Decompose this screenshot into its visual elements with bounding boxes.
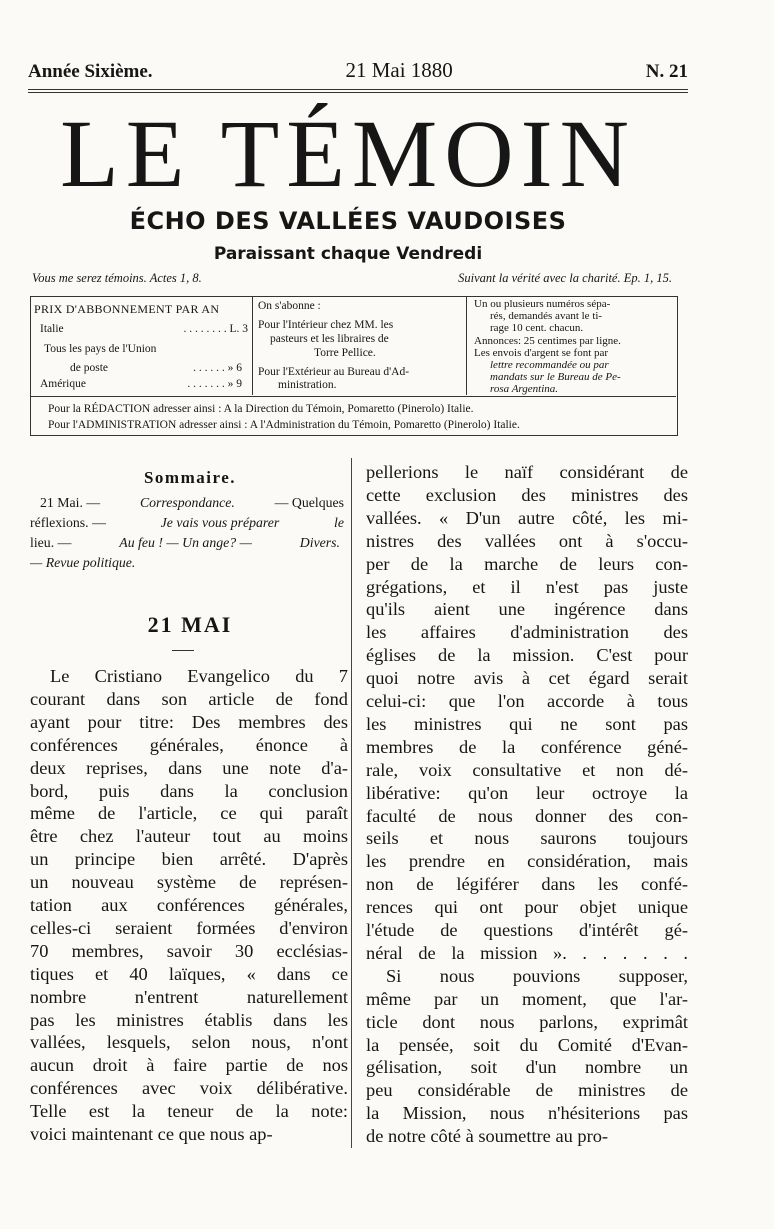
article-line: conférences avec voix délibérative. <box>30 1078 348 1099</box>
motto-row <box>32 271 672 291</box>
article-line: églises de la mission. C'est pour <box>366 645 688 666</box>
notice-line: rés, demandés avant le ti- <box>490 310 603 322</box>
subscribe-block <box>258 300 462 392</box>
article-line: les affaires d'administration des <box>366 622 688 643</box>
price-amount: 9 <box>236 378 242 390</box>
article-heading-rule <box>172 650 194 651</box>
article-line: celles-ci seraient formées d'environ <box>30 917 348 938</box>
sommaire-line <box>30 535 340 551</box>
article-line: tiques et 40 laïques, « dans ce <box>30 963 348 984</box>
article-line: ticle dont nous parlons, exprimât <box>366 1011 688 1032</box>
sommaire-heading: Sommaire. <box>143 468 237 487</box>
article-line: bord, puis dans la conclusion <box>30 780 348 801</box>
motto-left: Vous me serez témoins. Actes 1, 8. <box>32 271 202 285</box>
motto-right: Suivant la vérité avec la charité. Ep. 1, 15. <box>458 271 672 285</box>
address-redaction: Pour la RÉDACTION adresser ainsi : A la Direction du Témoin, Pomaretto (Pinerolo) Italie. <box>48 403 474 415</box>
column-rule <box>351 458 352 1148</box>
sommaire-text: lieu. — <box>30 535 72 550</box>
article-line: la pensée, soit du Comité d'Evan- <box>366 1034 688 1055</box>
article-line: la Mission, nous n'hésiterions pas <box>366 1103 688 1124</box>
subscribe-line: Pour l'Extérieur au Bureau d'Ad- <box>258 366 410 378</box>
article-line: non de légiférer dans les confé- <box>366 874 688 895</box>
price-dots: . . . . . . . . L. <box>183 323 240 335</box>
article-line: per de la marche de leurs con- <box>366 553 688 574</box>
article-line: l'étude de questions d'intérêt gé- <box>366 920 688 940</box>
notice-line: rosa Argentina. <box>490 383 559 395</box>
article-line: qu'ils aient une ingérence dans <box>366 599 688 620</box>
masthead-title: LE TÉMOIN <box>60 100 636 207</box>
article-line: Si nous pouvions supposer, <box>386 965 688 986</box>
notice-line: Annonces: 25 centimes par ligne. <box>474 335 621 347</box>
article-line: rences qui ont pour objet unique <box>366 897 688 918</box>
price-label: Tous les pays de l'Union <box>44 343 157 355</box>
article-line: grégations, et il n'est pas juste <box>366 576 688 597</box>
notices-block <box>472 298 672 394</box>
article-line: néral de la mission ». . . . . . . <box>366 942 688 963</box>
price-amount: 3 <box>242 323 248 335</box>
article-line: même par un moment, que l'ar- <box>366 988 688 1009</box>
notice-line: mandats sur le Bureau de Pe- <box>490 371 621 383</box>
article-line: libérative: qu'on leur octroye la <box>366 782 688 803</box>
article-line: être chez l'auteur tout au moins <box>30 826 348 847</box>
sommaire-text: Je vais vous préparer <box>160 515 280 530</box>
article-line: même de l'article, ce qui paraît <box>30 803 348 824</box>
article-right-column <box>366 462 688 1152</box>
article-line: les prendre en considération, mais <box>366 851 688 872</box>
article-line: quoi notre avis à cet égard serait <box>366 668 688 689</box>
price-label: de poste <box>70 362 109 374</box>
article-left-column <box>30 666 348 1146</box>
price-row <box>44 343 156 355</box>
sommaire-line <box>30 515 344 531</box>
sommaire-text: le <box>334 515 344 530</box>
article-line: celui-ci: que l'on accorde à tous <box>366 691 688 711</box>
info-divider <box>466 296 467 395</box>
price-dots: . . . . . . » <box>193 362 234 374</box>
masthead-subtitle: ÉCHO DES VALLÉES VAUDOISES <box>129 207 567 235</box>
subscribe-line: On s'abonne : <box>258 300 321 312</box>
article-line: faculté de nous donner des con- <box>366 805 688 826</box>
article-line: tation aux conférences générales, <box>30 895 348 915</box>
top-line <box>28 58 688 86</box>
article-line: pas les ministres établis dans les <box>30 1009 348 1030</box>
price-label: Italie <box>40 323 64 335</box>
notice-line: lettre recommandée ou par <box>490 359 609 371</box>
article-line: un nouveau système de représen- <box>30 872 348 893</box>
issue-date: 21 Mai 1880 <box>345 58 453 82</box>
subscribe-line: Torre Pellice. <box>314 347 376 359</box>
article-line: Le Cristiano Evangelico du 7 <box>50 666 348 686</box>
article-line: aucun droit à faire partie de nos <box>30 1055 348 1076</box>
issue-number: N. 21 <box>645 61 688 82</box>
sommaire <box>30 495 344 579</box>
price-row <box>40 323 248 335</box>
article-line: 70 membres, savoir 30 ecclésias- <box>30 940 348 961</box>
price-amount: 6 <box>236 362 242 374</box>
info-divider <box>252 296 253 395</box>
article-line: rale, voix consultative et non dé- <box>366 759 688 780</box>
sommaire-line <box>40 495 344 511</box>
price-row <box>44 362 242 374</box>
info-divider <box>30 396 676 397</box>
article-line: ayant pour titre: Des membres des <box>30 711 348 732</box>
article-line: Telle est la teneur de la note: <box>30 1101 348 1122</box>
article-line: voici maintenant ce que nous ap- <box>30 1124 273 1144</box>
sommaire-text: Divers. <box>299 535 340 550</box>
subscribe-line: pasteurs et les libraires de <box>270 333 389 345</box>
article-line: de notre côté à soumettre au pro- <box>366 1126 609 1147</box>
sommaire-text: Au feu ! — Un ange? — <box>119 535 252 550</box>
article-line: cette exclusion des ministres des <box>366 484 688 505</box>
notice-line: Les envois d'argent se font par <box>474 347 609 359</box>
article-line: gélisation, soit d'un nombre un <box>366 1057 688 1078</box>
article-line: deux reprises, dans une note d'a- <box>30 757 348 778</box>
notice-line: Un ou plusieurs numéros sépa- <box>474 298 611 310</box>
article-line: vallées. « D'un autre côté, les mi- <box>366 507 688 528</box>
article-line: membres de la conférence géné- <box>366 736 688 757</box>
notice-line: rage 10 cent. chacun. <box>490 322 584 334</box>
sommaire-text: Correspondance. <box>139 495 235 510</box>
article-line: vallées, lesquels, selon nous, n'ont <box>30 1032 348 1053</box>
article-line: nistres des vallées ont à s'occu- <box>366 530 688 551</box>
article-line: nombre n'entrent naturellement <box>30 986 348 1007</box>
masthead-frequency: Paraissant chaque Vendredi <box>213 244 483 264</box>
article-line: courant dans son article de fond <box>30 688 348 709</box>
sommaire-text: — Quelques <box>274 495 344 510</box>
article-line: seils et nous saurons toujours <box>366 828 688 849</box>
divider <box>28 89 688 90</box>
price-label: Amérique <box>40 378 86 390</box>
article-line: un principe bien arrêté. D'après <box>30 849 348 870</box>
article-line: peu considérable de ministres de <box>366 1080 688 1101</box>
price-row <box>40 378 242 390</box>
price-dots: . . . . . . . » <box>187 378 234 390</box>
article-line: conférences générales, énonce à <box>30 734 348 755</box>
sommaire-text: 21 Mai. — <box>40 495 101 510</box>
year-label: Année Sixième. <box>28 61 153 82</box>
sommaire-text: réflexions. — <box>30 515 106 530</box>
sommaire-line: — Revue politique. <box>30 555 136 570</box>
price-table <box>34 302 248 392</box>
article-heading: 21 MAI <box>147 612 233 637</box>
address-administration: Pour l'ADMINISTRATION adresser ainsi : A l'Administration du Témoin, Pomaretto (Pinerolo) Italie. <box>48 419 520 431</box>
article-line: pellerions le naïf considérant de <box>366 462 688 482</box>
subscribe-line: ministration. <box>278 379 337 391</box>
divider <box>28 92 688 93</box>
article-line: les ministres qui ne sont pas <box>366 713 688 734</box>
subscribe-line: Pour l'Intérieur chez MM. les <box>258 319 394 331</box>
price-heading: PRIX D'ABBONNEMENT PAR AN <box>34 302 220 316</box>
